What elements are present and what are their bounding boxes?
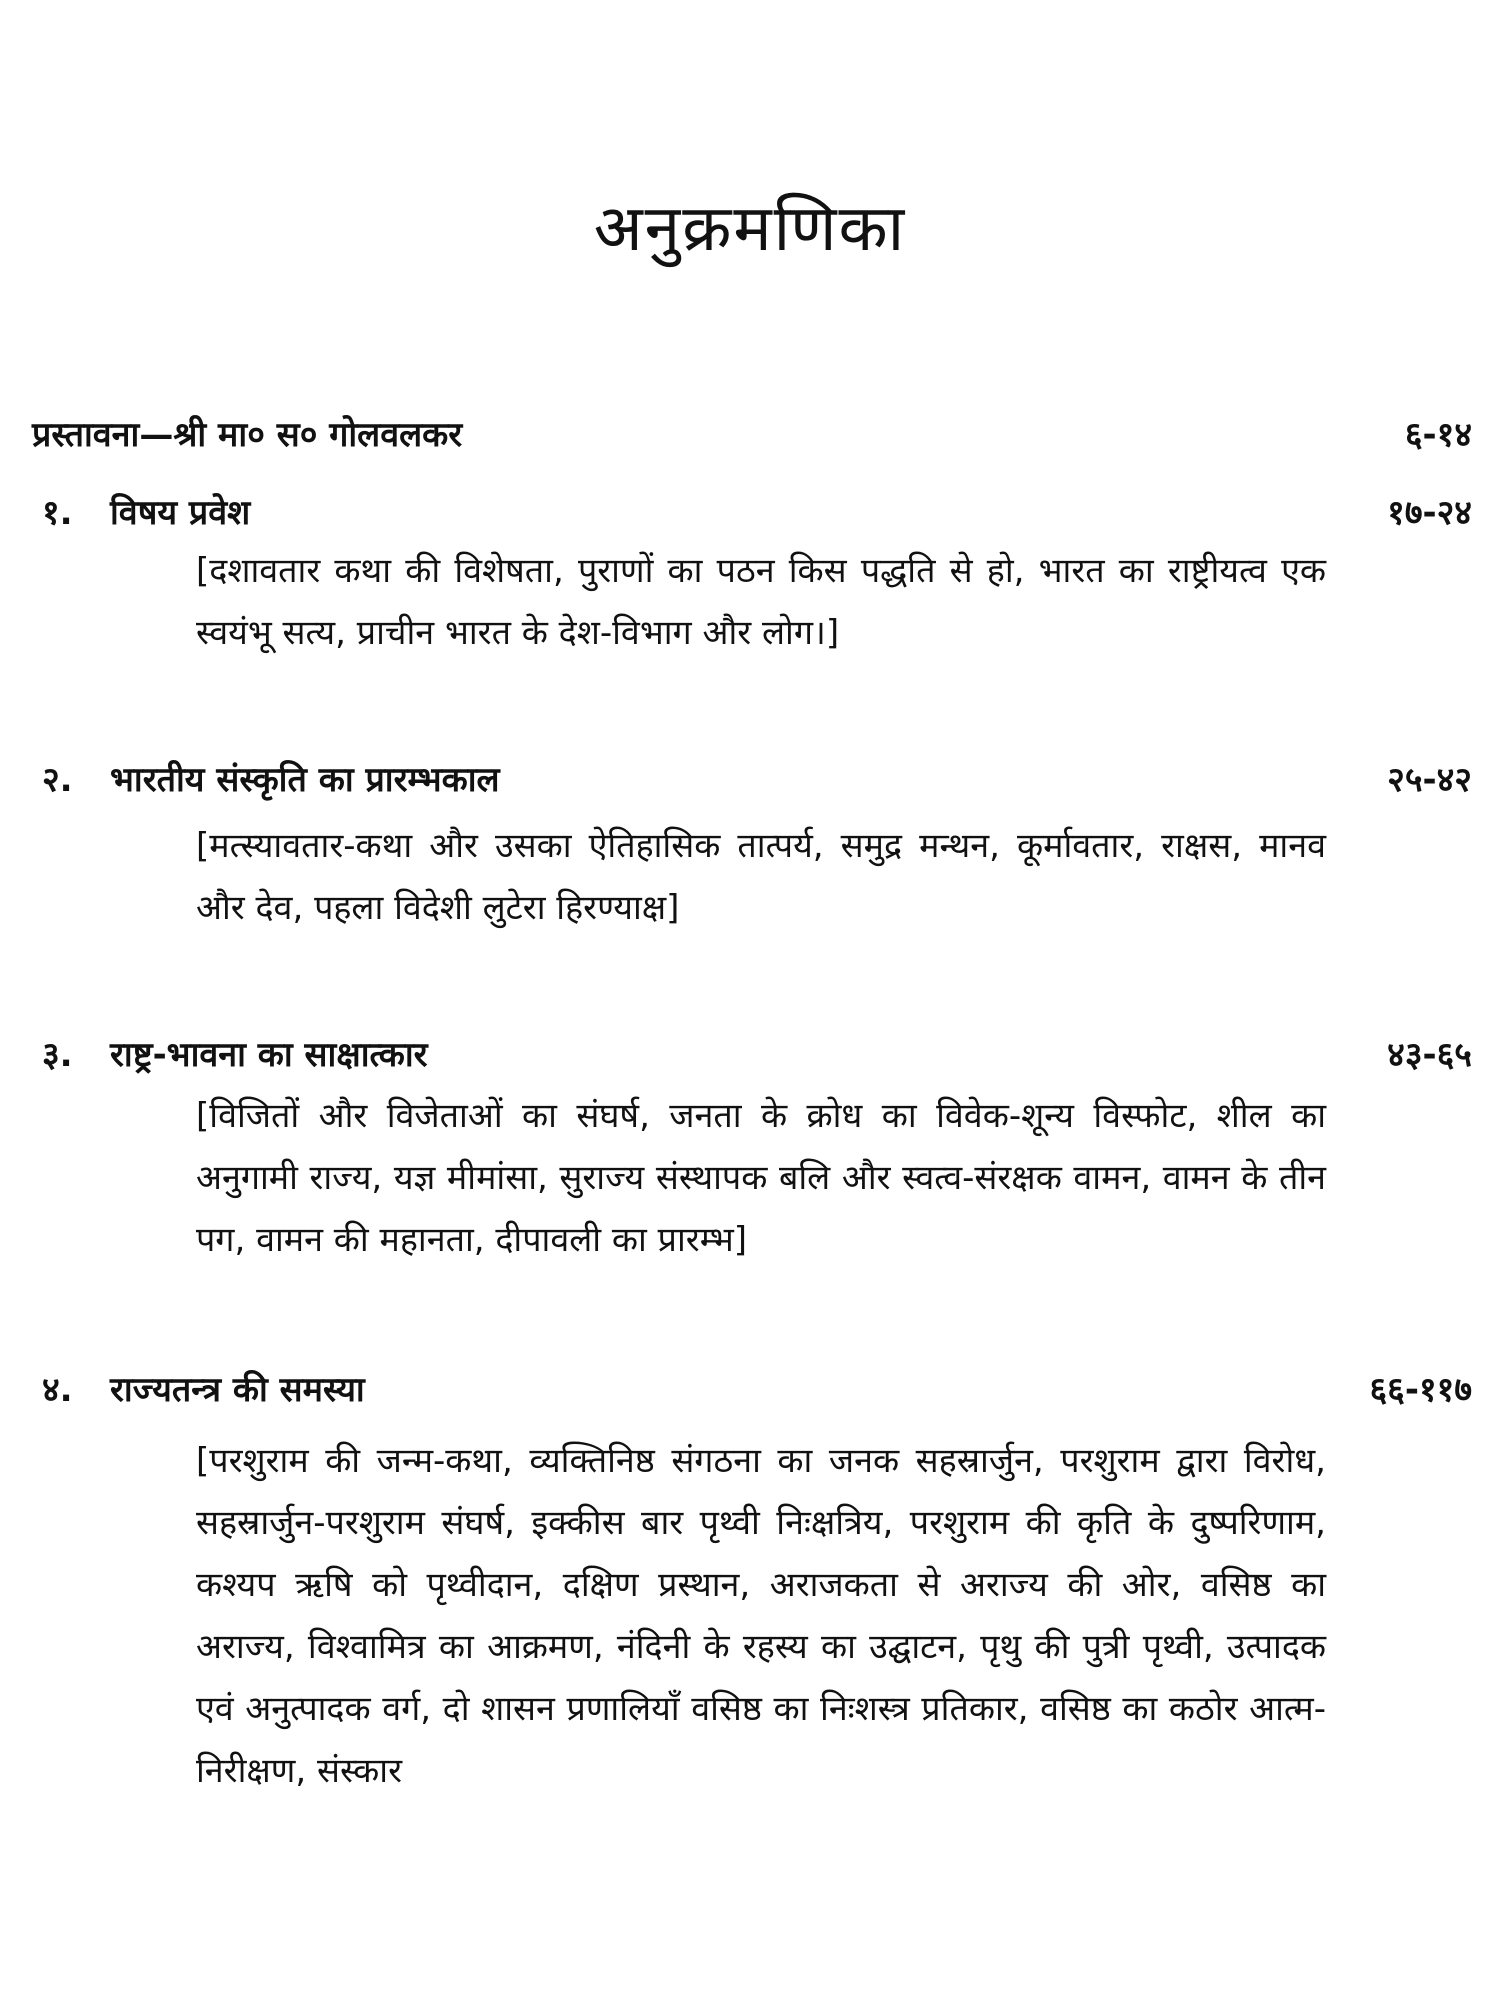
chapter-title: विषय प्रवेश xyxy=(110,493,251,533)
chapter-pages: ४३-६५ xyxy=(1387,1035,1472,1075)
preface-label: प्रस्तावना—श्री मा० स० गोलवलकर xyxy=(32,415,463,455)
chapter-number: ४. xyxy=(42,1370,73,1410)
chapter-number: २. xyxy=(42,760,73,800)
chapter-pages: ६६-११७ xyxy=(1369,1370,1472,1410)
toc-entry-chapter-2 xyxy=(32,755,1472,815)
chapter-description: [मत्स्यावतार-कथा और उसका ऐतिहासिक तात्पर्य, समुद्र मन्थन, कूर्मावतार, राक्षस, मानव और देव, पहला विदेशी लुटेरा हिरण्याक्ष] xyxy=(196,826,1326,928)
preface-pages: ६-१४ xyxy=(1404,415,1472,455)
page-title: अनुक्रमणिका xyxy=(593,192,907,266)
chapter-description: [परशुराम की जन्म-कथा, व्यक्तिनिष्ठ संगठना का जनक सहस्रार्जुन, परशुराम द्वारा विरोध, सहस्रार्जुन-परशुराम संघर्ष, इक्कीस बार पृथ्वी निःक्षत्रिय, परशुराम की कृति के दुष्परिणाम, कश्यप ऋषि को पृथ्वीदान, दक्षिण प्रस्थान, अराजकता से अराज्य की ओर, वसिष्ठ का अराज्य, विश्वामित्र का आक्रमण, नंदिनी के रहस्य का उद्घाटन, पृथु की पुत्री पृथ्वी, उत्पादक एवं अनुत्पादक वर्ग, दो शासन प्रणालियाँ वसिष्ठ का निःशस्त्र प्रतिकार, वसिष्ठ का कठोर आत्म-निरीक्षण, संस्कार xyxy=(196,1441,1326,1791)
chapter-pages: १७-२४ xyxy=(1387,493,1472,533)
chapter-title: राष्ट्र-भावना का साक्षात्कार xyxy=(110,1035,428,1075)
chapter-title: राज्यतन्त्र की समस्या xyxy=(110,1370,365,1410)
chapter-number: ३. xyxy=(42,1035,73,1075)
chapter-pages: २५-४२ xyxy=(1387,760,1472,800)
toc-entry-chapter-3 xyxy=(32,1030,1472,1090)
toc-entry-chapter-4 xyxy=(32,1365,1472,1425)
toc-entry-chapter-1 xyxy=(32,488,1472,548)
chapter-title: भारतीय संस्कृति का प्रारम्भकाल xyxy=(110,760,500,800)
toc-entry-preface xyxy=(32,410,1472,470)
chapter-description: [दशावतार कथा की विशेषता, पुराणों का पठन किस पद्धति से हो, भारत का राष्ट्रीयत्व एक स्वयंभू सत्य, प्राचीन भारत के देश-विभाग और लोग।] xyxy=(196,551,1326,653)
chapter-number: १. xyxy=(42,493,73,533)
chapter-description: [विजितों और विजेताओं का संघर्ष, जनता के क्रोध का विवेक-शून्य विस्फोट, शील का अनुगामी राज्य, यज्ञ मीमांसा, सुराज्य संस्थापक बलि और स्वत्व-संरक्षक वामन, वामन के तीन पग, वामन की महानता, दीपावली का प्रारम्भ] xyxy=(196,1096,1326,1260)
